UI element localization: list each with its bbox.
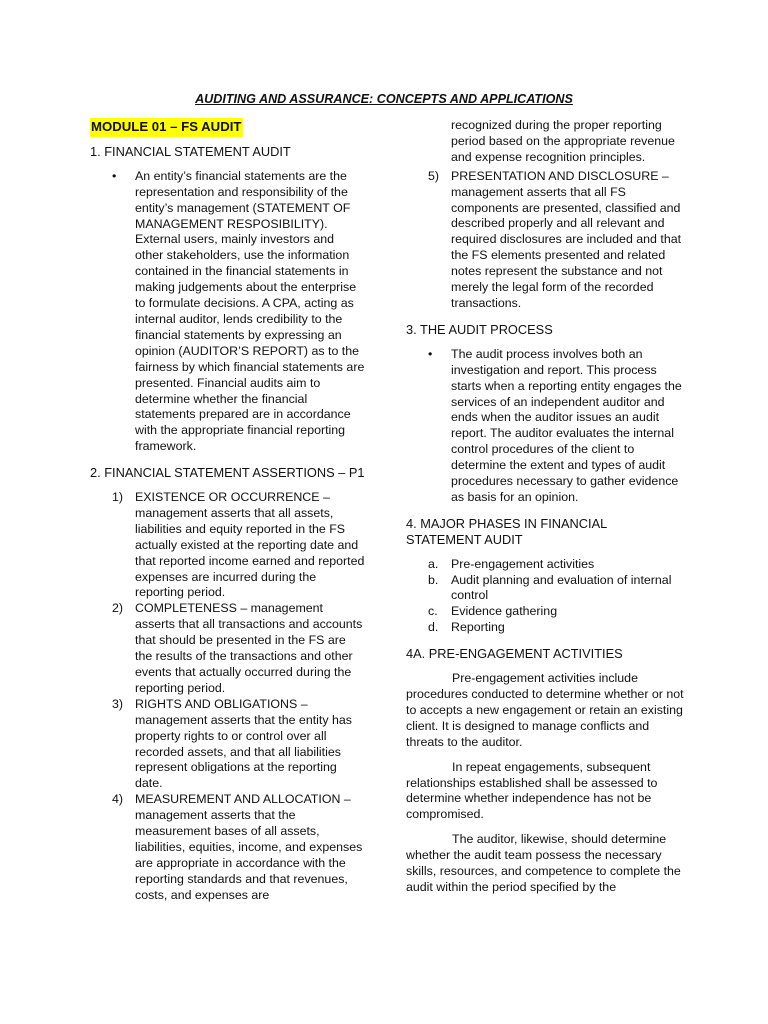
assertions-list-continued (406, 169, 684, 312)
section-4a-heading: 4A. PRE-ENGAGEMENT ACTIVITIES (406, 646, 623, 662)
paragraph: Pre-engagement activities include procedures conducted to determine whether or not to accepts a new engagement or retain an existing client. It is designed to manage conflicts and threats to the auditor. (406, 671, 684, 749)
assertions-list (90, 490, 365, 904)
list-item-text: EXISTENCE OR OCCURRENCE – management asserts that all assets, liabilities and equity reported in the FS actually existed at the reporting date and that reported income earned and reported expenses are incurred during the reporting period. (135, 490, 365, 600)
list-item-text: COMPLETENESS – management asserts that all transactions and accounts that should be presented in the FS are the results of the transactions and other events that actually occurred during the reporting period. (135, 601, 363, 695)
section-3-heading: 3. THE AUDIT PROCESS (406, 321, 553, 337)
section-1-text: An entity’s financial statements are the representation and responsibility of the entity’s management (STATEMENT OF MANAGEMENT RESPOSIBILITY). External users, mainly investors and other stakeholders, use the information contained in the financial statements in making judgements about the enterprise to formulate decisions. A CPA, acting as internal auditor, lends credibility to the financial statements by expressing an opinion (AUDITOR’S REPORT) as to the fairness by which financial statements are presented. Financial audits aim to determine whether the financial statements prepared are in accordance with the appropriate financial reporting framework. (135, 168, 365, 454)
list-item (406, 169, 684, 312)
paragraph: The auditor, likewise, should determine whether the audit team possess the necessary skills, resources, and competence to complete the audit within the period specified by the (406, 832, 681, 894)
list-number: 2) (112, 601, 124, 616)
list-item (406, 573, 684, 605)
phases-list (406, 557, 684, 637)
bullet-icon: • (112, 168, 117, 183)
paragraph: In repeat engagements, subsequent relationships established shall be assessed to determine whether independence has not be compromised. (406, 759, 658, 822)
section-1-heading: 1. FINANCIAL STATEMENT AUDIT (90, 143, 291, 159)
list-letter: a. (428, 556, 439, 571)
list-item-text: Audit planning and evaluation of internal control (451, 572, 672, 603)
list-item (90, 601, 365, 696)
list-item (90, 490, 365, 601)
right-column (406, 118, 684, 905)
section-3-text: The audit process involves both an investigation and report. This process starts when a reporting entity engages the services of an independent auditor and ends when the auditor issues an audit report. The auditor evaluates the internal control procedures of the client to determine the extent and types of audit procedures necessary to gather evidence as basis for an opinion. (451, 346, 682, 504)
list-item-text: Evidence gathering (451, 604, 558, 619)
list-number: 5) (428, 168, 440, 183)
list-number: 4) (112, 792, 124, 807)
module-label: MODULE 01 – FS AUDIT (90, 118, 243, 137)
list-item-text: MEASUREMENT AND ALLOCATION – management asserts that the measurement bases of all assets, liabilities, equities, income, and expenses are appropriate in accordance with the reporting standards and that revenues, costs, and expenses are (135, 792, 363, 902)
section-3-bullet (406, 347, 684, 506)
list-item (90, 697, 365, 792)
list-letter: c. (428, 604, 438, 619)
list-item-continuation: recognized during the proper reporting period based on the appropriate revenue and expense recognition principles. (451, 118, 675, 164)
list-item-text: RIGHTS AND OBLIGATIONS – management asserts that the entity has property rights to or control over all recorded assets, and that all liabilities represent obligations at the reporting date. (135, 696, 352, 791)
list-number: 3) (112, 696, 124, 711)
page-title: AUDITING AND ASSURANCE: CONCEPTS AND APPLICATIONS (195, 92, 573, 106)
bullet-icon: • (428, 346, 433, 361)
list-item (406, 557, 684, 573)
section-2-heading: 2. FINANCIAL STATEMENT ASSERTIONS – P1 (90, 465, 365, 481)
list-item-text: Pre-engagement activities (451, 556, 595, 571)
list-number: 1) (112, 490, 124, 505)
list-letter: d. (428, 620, 439, 635)
list-item-text: PRESENTATION AND DISCLOSURE – management asserts that all FS components are presented, classified and described properly and all relevant and required disclosures are included and that the FS elements presented and related notes represent the substance and not merely the legal form of the recorded transactions. (451, 168, 682, 310)
section-1-bullet (90, 169, 365, 455)
list-item (90, 792, 365, 903)
left-column (90, 118, 365, 914)
list-letter: b. (428, 572, 439, 587)
list-item-text: Reporting (451, 620, 505, 635)
list-item (406, 604, 684, 620)
section-4-heading: 4. MAJOR PHASES IN FINANCIAL STATEMENT AUDIT (406, 515, 607, 547)
list-item (406, 620, 684, 636)
